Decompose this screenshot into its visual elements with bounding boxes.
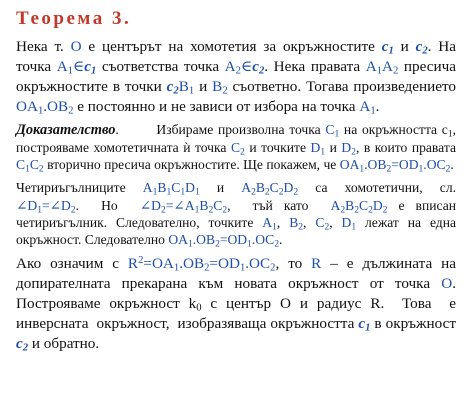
text: Ако означим с — [16, 255, 128, 273]
subscript: 1 — [166, 187, 172, 198]
subscript: 1 — [370, 105, 376, 117]
text: – е дължината на допирателната прекарана към новата окръжност от точка — [16, 255, 457, 293]
equation-r-squared — [128, 255, 276, 272]
subscript: 2 — [298, 222, 304, 233]
text: , — [276, 214, 290, 230]
subscript: 1 — [180, 187, 186, 198]
symbol: A — [262, 214, 273, 230]
symbol: D — [310, 140, 321, 156]
subscript: 2 — [445, 164, 451, 175]
subscript: 1 — [351, 222, 357, 233]
text: е вписан четириъгълник. Следователно, точките — [16, 197, 456, 230]
subscript: 2 — [208, 205, 214, 216]
symbol: OA — [168, 232, 188, 248]
circle-c1 — [358, 315, 370, 332]
symbol: c — [381, 37, 389, 55]
symbol: A — [142, 180, 153, 196]
subscript: 1 — [67, 65, 74, 77]
element-of-symbol: ∈ — [240, 57, 253, 75]
symbol: B — [212, 77, 223, 95]
subscript: 2 — [68, 105, 74, 117]
text: са хомотетични, сл. — [298, 180, 456, 196]
text: съответства точка — [96, 57, 225, 75]
text: Нека т. — [16, 37, 71, 55]
subscript: 2 — [422, 45, 428, 57]
symbol: C — [269, 180, 279, 196]
text: , в които правата — [355, 140, 456, 156]
text: . — [115, 121, 119, 137]
proof-heading: Доказателство — [16, 121, 116, 138]
text: , то — [275, 255, 312, 273]
symbol: D — [341, 140, 352, 156]
subscript: 2 — [324, 222, 330, 233]
subscript: 1 — [376, 65, 383, 77]
subscript: 2 — [235, 65, 241, 77]
quad-a2b2c2d2-inscribed — [330, 197, 388, 216]
symbol: B — [178, 77, 189, 95]
symbol: .OC — [245, 255, 271, 273]
point-b2 — [212, 78, 227, 95]
symbol: .OB — [179, 255, 205, 273]
subscript: 2 — [354, 205, 359, 216]
point-c2b1 — [167, 78, 195, 95]
text: Избираме произволна точка — [118, 121, 326, 137]
symbol: . — [43, 97, 48, 115]
text: в окръжност — [370, 315, 457, 333]
symbol: D — [341, 214, 352, 230]
circle-c2 — [16, 335, 28, 352]
proof-paragraph — [16, 121, 456, 174]
text: пресича окръжностите в точки — [16, 57, 457, 95]
text: . — [450, 157, 454, 173]
symbol: C — [171, 180, 181, 196]
subscript: 1 — [188, 239, 193, 250]
text: . Нека правата — [264, 57, 366, 75]
point-o: O — [70, 37, 82, 55]
symbol: ∠D — [139, 197, 161, 213]
subscript: 1 — [188, 85, 195, 97]
symbol: c — [16, 335, 23, 353]
text: . Построяваме окръжност k — [16, 275, 456, 313]
subscript: 2 — [270, 262, 276, 274]
text: с център O и радиус R. Това е инверсната окръжност, изобразяваща окръжността — [16, 295, 464, 333]
subscript: 1 — [388, 45, 394, 57]
symbol: c — [84, 57, 92, 75]
symbol: B — [255, 180, 265, 196]
symbol: B — [289, 214, 299, 230]
symbol: A — [365, 57, 377, 75]
subscript: 1 — [320, 147, 326, 158]
subscript: 2 — [70, 205, 76, 216]
symbol: =OA — [143, 255, 174, 273]
text: на окръжността c — [339, 121, 448, 137]
symbol: R — [127, 255, 139, 273]
point-b2 — [289, 214, 304, 233]
text: е центърът на хомотетия за окръжностите — [81, 37, 382, 55]
symbol: c — [166, 77, 174, 95]
text: , построяваме хомотетичната ѝ точка — [16, 121, 456, 156]
equation — [339, 157, 454, 175]
subscript: 2 — [251, 187, 256, 198]
symbol: OB — [47, 97, 69, 115]
subscript: 2 — [222, 85, 228, 97]
symbol: C — [230, 140, 241, 156]
point-d1 — [310, 140, 326, 158]
text: и — [199, 180, 242, 196]
angle-equality-1 — [16, 197, 76, 216]
symbol: C — [358, 197, 369, 213]
point-c2 — [230, 140, 245, 158]
subscript: 1 — [152, 187, 158, 198]
subscript: 1 — [194, 187, 200, 198]
subscript: 1 — [272, 222, 277, 233]
text: и точките — [244, 140, 311, 156]
superscript: 2 — [138, 255, 144, 267]
quad-a1b1c1d1 — [142, 180, 200, 198]
point-a1 — [359, 98, 375, 115]
point-a2-in-c2 — [225, 58, 265, 75]
symbol: B — [157, 180, 167, 196]
text: . — [278, 232, 283, 248]
subscript: 2 — [161, 205, 166, 216]
symbol: C — [315, 214, 325, 230]
symbol: D — [372, 197, 383, 213]
text: и обратно. — [28, 335, 100, 353]
text: и — [393, 37, 416, 55]
text: , тъй като — [227, 197, 331, 213]
subscript: 1 — [359, 164, 365, 175]
subscript: 2 — [351, 147, 356, 158]
text: е постоянно и не зависи от избора на точка — [73, 97, 360, 115]
text: , — [303, 214, 316, 230]
subscript: 2 — [222, 205, 228, 216]
subscript: 2 — [264, 187, 270, 198]
subscript: 1 — [37, 105, 44, 117]
symbol: C — [29, 157, 39, 173]
point-c1 — [325, 121, 340, 140]
symbol: .OB — [192, 232, 216, 248]
text: . — [375, 97, 380, 115]
subscript: 2 — [278, 187, 284, 198]
subscript: 1 — [194, 205, 200, 216]
subscript: 1 — [365, 322, 371, 334]
subscript: 1 — [173, 262, 180, 274]
subscript: 2 — [340, 205, 346, 216]
symbol: =OD — [391, 157, 419, 173]
symbol: A — [359, 97, 371, 115]
text: и — [325, 140, 342, 156]
symbol: B — [199, 197, 209, 213]
symbol: A — [382, 57, 394, 75]
text: вторично пресича окръжностите. Ще покажем, че — [43, 157, 340, 173]
text: . Но — [75, 197, 140, 213]
text: лежат на една окръжност. Следователно — [16, 214, 457, 248]
symbol: c — [415, 37, 423, 55]
product-oa1-ob2 — [16, 98, 73, 115]
subscript: 2 — [173, 85, 179, 97]
symbol: =OD — [219, 232, 248, 248]
line-c1c2 — [16, 157, 44, 175]
text: съответно. Тогава произведението — [227, 77, 456, 95]
circle-c2 — [416, 38, 428, 55]
subscript: 2 — [215, 239, 220, 250]
theorem-statement — [16, 37, 456, 117]
circle-c1 — [382, 38, 394, 55]
subscript: 1 — [37, 205, 42, 216]
symbol: ∠D — [16, 197, 38, 213]
text: и — [194, 77, 213, 95]
quad-a2b2c2d2 — [241, 180, 299, 198]
symbol: A — [330, 197, 341, 213]
proof-continuation — [16, 179, 456, 248]
line-a1a2 — [366, 58, 399, 75]
symbol: =∠A — [165, 197, 195, 213]
symbol: =OD — [209, 255, 240, 273]
text: Четириъгълниците — [16, 180, 143, 196]
theorem-title: Теорема 3. — [16, 8, 132, 29]
subscript: 2 — [204, 262, 210, 274]
subscript: 2 — [393, 65, 399, 77]
subscript: 2 — [240, 147, 245, 158]
subscript: 2 — [382, 205, 388, 216]
point-a1 — [262, 214, 277, 233]
subscript: 0 — [196, 302, 202, 314]
conclusion-paragraph — [16, 254, 464, 354]
symbol: C — [16, 157, 26, 173]
symbol: =∠D — [41, 197, 71, 213]
subscript: 1 — [25, 164, 30, 175]
subscript: 2 — [258, 65, 265, 77]
subscript: 2 — [386, 164, 392, 175]
symbol: D — [185, 180, 195, 196]
point-d2 — [341, 140, 356, 158]
subscript: 1 — [239, 262, 246, 274]
subscript: 2 — [293, 187, 299, 198]
symbol: c — [252, 57, 259, 75]
subscript: 2 — [368, 205, 373, 216]
subscript: 1 — [447, 129, 453, 140]
text: . На точка — [16, 37, 456, 75]
symbol: OA — [339, 157, 360, 173]
symbol: A — [224, 57, 236, 75]
symbol: C — [213, 197, 223, 213]
point-o: O — [441, 275, 453, 293]
symbol: OA — [16, 97, 38, 115]
symbol: C — [325, 121, 335, 137]
subscript: 1 — [418, 164, 424, 175]
symbol: .OC — [251, 232, 275, 248]
symbol: .OC — [423, 157, 446, 173]
subscript: 1 — [334, 129, 340, 140]
subscript: 2 — [38, 164, 44, 175]
symbol: A — [241, 180, 252, 196]
symbol: D — [283, 180, 294, 196]
symbol: c — [358, 315, 366, 333]
symbol-r: R — [311, 255, 322, 273]
subscript: 2 — [274, 239, 279, 250]
subscript: 1 — [91, 65, 97, 77]
symbol: B — [345, 197, 355, 213]
element-of-symbol: ∈ — [73, 57, 85, 75]
point-c2 — [315, 214, 330, 233]
symbol: .OB — [364, 157, 387, 173]
point-d1 — [341, 214, 357, 233]
equation — [168, 232, 279, 250]
angle-equality-2 — [139, 197, 228, 216]
text: , — [329, 214, 342, 230]
subscript: 2 — [22, 342, 29, 354]
point-a1-in-c1 — [57, 58, 97, 75]
subscript: 1 — [247, 239, 252, 250]
symbol: A — [56, 57, 68, 75]
